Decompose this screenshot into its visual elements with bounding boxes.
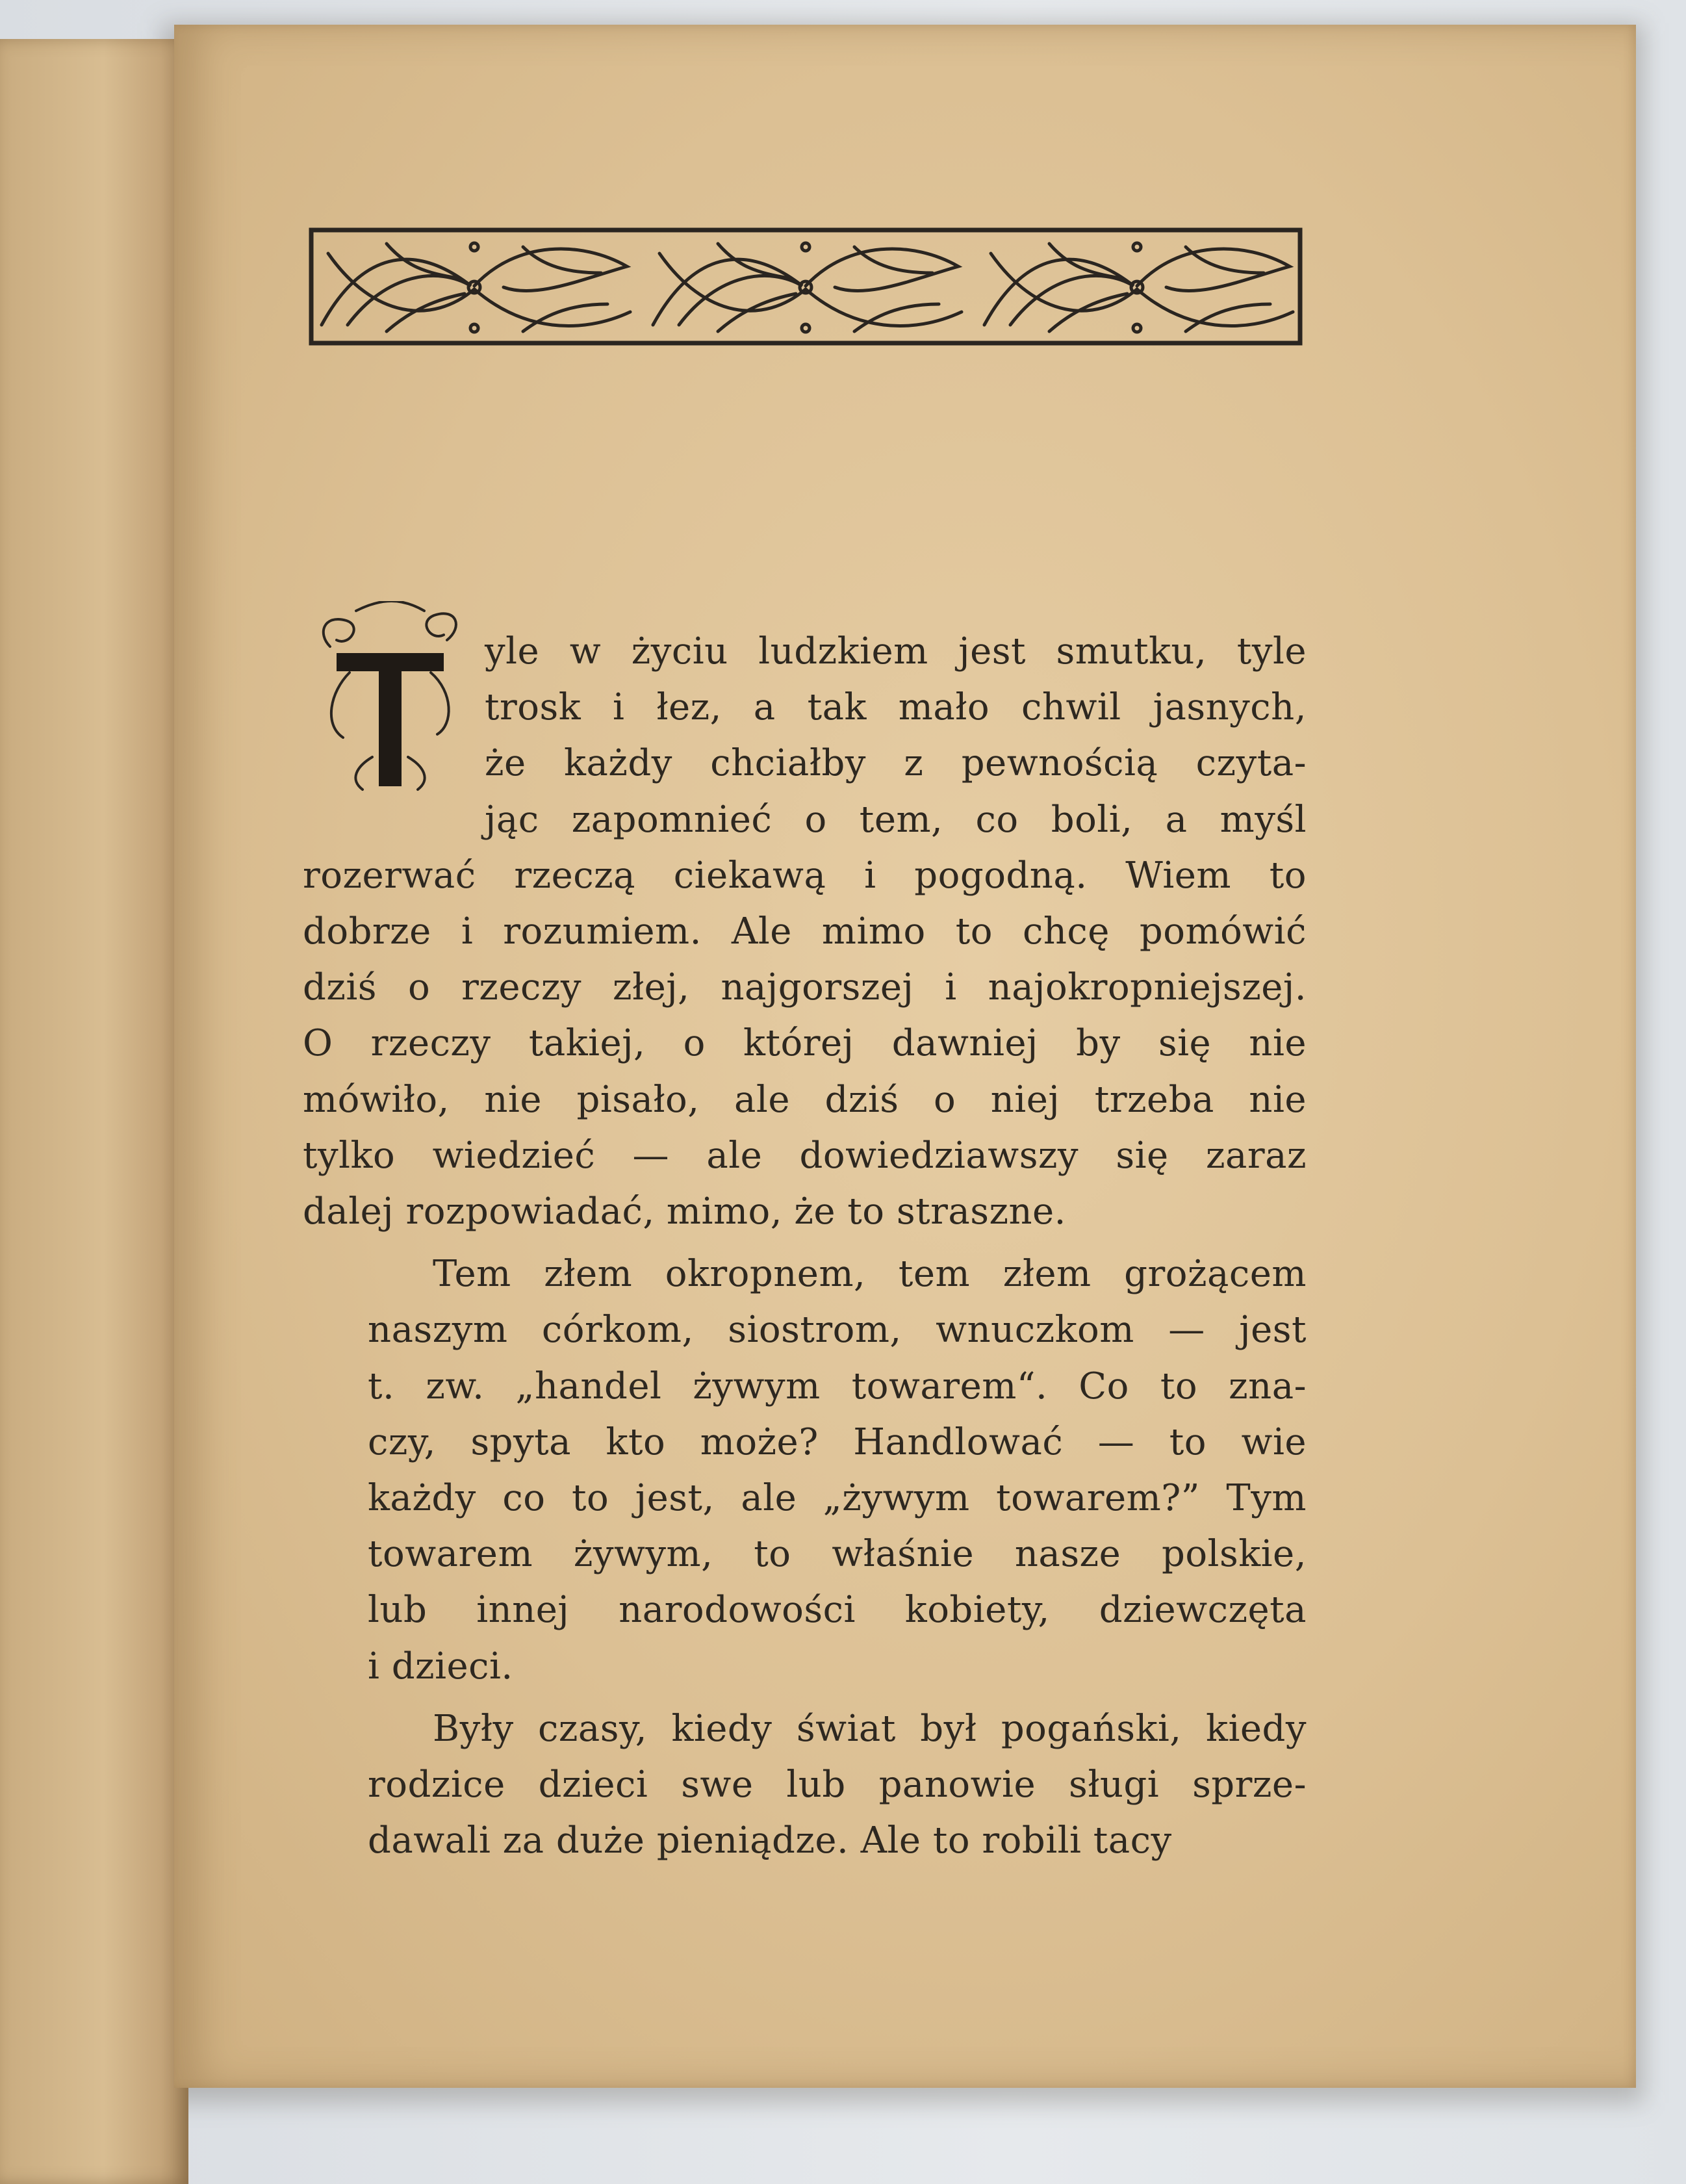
paragraph <box>303 1246 1307 1695</box>
text-line: t. zw. „handel żywym towarem“. Co to zna- <box>368 1365 1307 1407</box>
leaf-ornament-header <box>309 227 1303 346</box>
text-line: O rzeczy takiej, o której dawniej by się nie <box>303 1022 1307 1065</box>
paragraph <box>303 624 1307 1240</box>
text-line: jąc zapomnieć o tem, co boli, a myśl <box>485 798 1307 841</box>
text-line: każdy co to jest, ale „żywym towarem?” Tym <box>368 1477 1307 1520</box>
text-line: rozerwać rzeczą ciekawą i pogodną. Wiem to <box>303 854 1307 897</box>
paragraph <box>303 1701 1307 1869</box>
text-line: Były czasy, kiedy świat był pogański, kiedy <box>433 1707 1307 1750</box>
text-line: że każdy chciałby z pewnością czyta- <box>485 742 1307 785</box>
text-line: trosk i łez, a tak mało chwil jasnych, <box>485 686 1307 729</box>
text-line: dziś o rzeczy złej, najgorszej i najokropniejszej. <box>303 966 1307 1009</box>
text-line: yle w życiu ludzkiem jest smutku, tyle <box>485 630 1307 673</box>
text-line: towarem żywym, to właśnie nasze polskie, <box>368 1533 1307 1576</box>
text-line: dobrze i rozumiem. Ale mimo to chcę pomówić <box>303 910 1307 953</box>
body-text <box>303 624 1307 1869</box>
text-line: i dzieci. <box>368 1645 513 1688</box>
text-line: Tem złem okropnem, tem złem grożącem <box>433 1253 1307 1296</box>
text-line: rodzice dzieci swe lub panowie sługi sprze- <box>368 1764 1307 1806</box>
left-page-edge <box>0 39 188 2184</box>
text-line: tylko wiedzieć — ale dowiedziawszy się zaraz <box>303 1134 1307 1177</box>
text-line: dawali za duże pieniądze. Ale to robili tacy <box>368 1819 1172 1862</box>
text-line: naszym córkom, siostrom, wnuczkom — jest <box>368 1309 1307 1352</box>
text-line: czy, spyta kto może? Handlować — to wie <box>368 1420 1307 1463</box>
text-line: lub innej narodowości kobiety, dziewczęta <box>368 1589 1307 1632</box>
text-line: dalej rozpowiadać, mimo, że to straszne. <box>303 1190 1066 1233</box>
text-line: mówiło, nie pisało, ale dziś o niej trzeba nie <box>303 1078 1307 1121</box>
